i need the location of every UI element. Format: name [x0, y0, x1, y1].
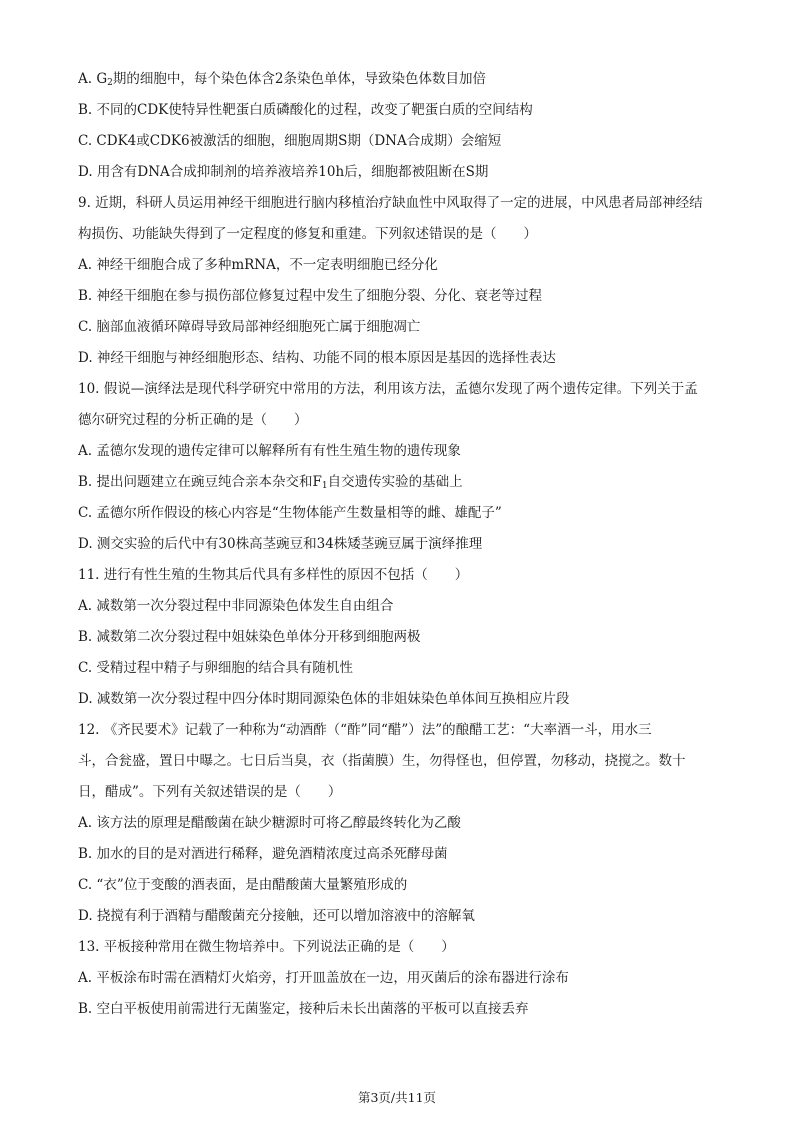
text-line	[78, 994, 728, 1025]
text-line	[78, 653, 728, 684]
subscript: 2	[107, 78, 113, 88]
text-line	[78, 343, 728, 374]
text-segment: B. 神经干细胞在参与损伤部位修复过程中发生了细胞分裂、分化、衰老等过程	[78, 288, 543, 304]
text-line	[78, 219, 728, 250]
text-segment: 德尔研究过程的分析正确的是（ ）	[78, 412, 308, 428]
text-segment: 11. 进行有性生殖的生物其后代具有多样性的原因不包括（ ）	[78, 567, 469, 583]
text-line	[78, 715, 728, 746]
text-segment: D. 用含有DNA合成抑制剂的培养液培养10h后，细胞都被阻断在S期	[78, 164, 489, 180]
text-segment: A. 平板涂布时需在酒精灯火焰旁，打开皿盖放在一边，用灭菌后的涂布器进行涂布	[78, 970, 569, 986]
text-line	[78, 901, 728, 932]
text-segment: 13. 平板接种常用在微生物培养中。下列说法正确的是（ ）	[78, 939, 455, 955]
text-segment: 10. 假说—演绎法是现代科学研究中常用的方法，利用该方法，孟德尔发现了两个遗传定律。下列关于孟	[78, 381, 698, 397]
text-line	[78, 126, 728, 157]
text-segment: A. 该方法的原理是醋酸菌在缺少糖源时可将乙醇最终转化为乙酸	[78, 815, 461, 831]
text-line	[78, 436, 728, 467]
text-line	[78, 281, 728, 312]
text-segment: C. 受精过程中精子与卵细胞的结合具有随机性	[78, 660, 353, 676]
text-segment: B. 加水的目的是对酒进行稀释，避免酒精浓度过高杀死酵母菌	[78, 846, 448, 862]
text-line	[78, 529, 728, 560]
text-segment: A. 孟德尔发现的遗传定律可以解释所有有性生殖生物的遗传现象	[78, 443, 461, 459]
text-segment: A. G	[78, 71, 108, 87]
text-line	[78, 157, 728, 188]
text-segment: 构损伤、功能缺失得到了一定程度的修复和重建。下列叙述错误的是（ ）	[78, 226, 537, 242]
text-segment: C. CDK4或CDK6被激活的细胞，细胞周期S期（DNA合成期）会缩短	[78, 133, 502, 149]
text-segment: 日，醋成”。下列有关叙述错误的是（ ）	[78, 784, 342, 800]
text-line	[78, 312, 728, 343]
text-line	[78, 64, 728, 95]
text-segment: C. 脑部血液循环障碍导致局部神经细胞死亡属于细胞凋亡	[78, 319, 421, 335]
text-segment: D. 减数第一次分裂过程中四分体时期同源染色体的非姐妹染色单体间互换相应片段	[78, 691, 570, 707]
text-segment: D. 挠搅有利于酒精与醋酸菌充分接触，还可以增加溶液中的溶解氧	[78, 908, 475, 924]
text-segment: A. 减数第一次分裂过程中非同源染色体发生自由组合	[78, 598, 394, 614]
text-segment: D. 测交实验的后代中有30株高茎豌豆和34株矮茎豌豆属于演绎推理	[78, 536, 483, 552]
text-line	[78, 839, 728, 870]
text-segment: B. 减数第二次分裂过程中姐妹染色单体分开移到细胞两极	[78, 629, 421, 645]
text-line	[78, 963, 728, 994]
text-segment: 9. 近期，科研人员运用神经干细胞进行脑内移植治疗缺血性中风取得了一定的进展，中风患者局部神经结	[78, 195, 703, 211]
text-line	[78, 777, 728, 808]
text-segment: 12. 《齐民要术》记载了一种称为“动酒酢（“酢”同“醋”）法”的酿醋工艺：“大率酒一斗，用水三	[78, 722, 652, 738]
text-line	[78, 250, 728, 281]
text-line	[78, 591, 728, 622]
text-line	[78, 746, 728, 777]
text-line	[78, 622, 728, 653]
text-line	[78, 684, 728, 715]
text-line	[78, 498, 728, 529]
text-segment: A. 神经干细胞合成了多种mRNA，不一定表明细胞已经分化	[78, 257, 438, 273]
text-segment: 斗，合瓮盛，置日中曝之。七日后当臭，衣（指菌膜）生，勿得怪也，但停置，勿移动，挠搅之。数十	[78, 753, 686, 769]
text-segment: C. “衣”位于变酸的酒表面，是由醋酸菌大量繁殖形成的	[78, 877, 408, 893]
text-line	[78, 95, 728, 126]
text-segment: D. 神经干细胞与神经细胞形态、结构、功能不同的根本原因是基因的选择性表达	[78, 350, 556, 366]
text-line	[78, 405, 728, 436]
text-line	[78, 188, 728, 219]
text-line	[78, 870, 728, 901]
text-line	[78, 467, 728, 498]
question-text-block	[78, 64, 728, 1025]
text-line	[78, 932, 728, 963]
text-segment: B. 空白平板使用前需进行无菌鉴定，接种后未长出菌落的平板可以直接丢弃	[78, 1001, 529, 1017]
text-line	[78, 560, 728, 591]
text-line	[78, 808, 728, 839]
subscript: 1	[321, 481, 328, 491]
text-line	[78, 374, 728, 405]
page-number: 第3页/共11页	[357, 1090, 437, 1105]
text-segment: 自交遗传实验的基础上	[327, 474, 463, 490]
text-segment: B. 不同的CDK使特异性靶蛋白质磷酸化的过程，改变了靶蛋白质的空间结构	[78, 102, 533, 118]
text-segment: 期的细胞中，每个染色体含2条染色单体，导致染色体数目加倍	[112, 71, 486, 87]
text-segment: B. 提出问题建立在豌豆纯合亲本杂交和F	[78, 474, 322, 490]
text-segment: C. 孟德尔所作假设的核心内容是“生物体能产生数量相等的雌、雄配子”	[78, 505, 502, 521]
